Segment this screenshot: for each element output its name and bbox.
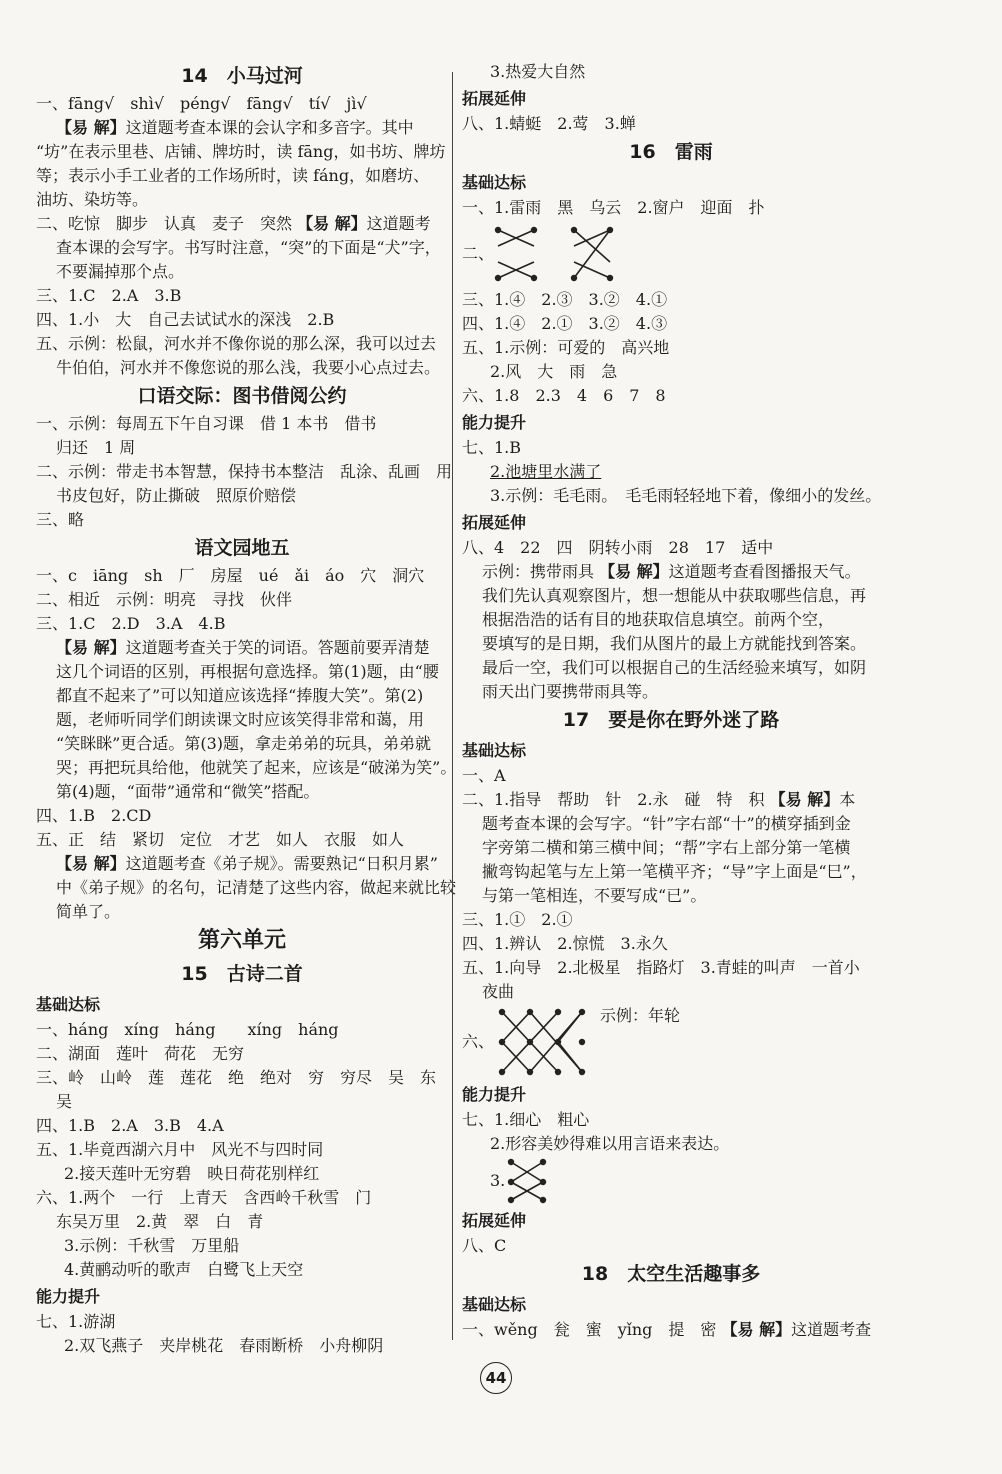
answer-line: 四、1.④ 2.① 3.② 4.③ bbox=[462, 314, 668, 333]
answer-line: 哭；再把玩具给他，他就笑了起来，应该是“破涕为笑”。 bbox=[56, 758, 457, 777]
answer-line: 三、1.C 2.A 3.B bbox=[36, 286, 182, 305]
matching-answer bbox=[462, 220, 880, 288]
answer-line: 八、1.蜻蜓 2.莺 3.蝉 bbox=[462, 114, 636, 133]
answer-line bbox=[462, 460, 880, 484]
explanation-line bbox=[462, 1318, 880, 1342]
answer-line: 一、fāng√ shì√ péng√ fāng√ tí√ jì√ bbox=[36, 94, 367, 113]
lesson-title: 语文园地五 bbox=[194, 537, 290, 559]
answer-line: 不要漏掉那个点。 bbox=[56, 262, 185, 281]
lesson-title: 口语交际：图书借阅公约 bbox=[137, 385, 347, 407]
answer-line: “笑眯眯”更合适。第(3)题，拿走弟弟的玩具，弟弟就 bbox=[56, 734, 432, 753]
answer-line: 五、示例：松鼠，河水并不像你说的那么深，我可以过去 bbox=[36, 334, 437, 353]
match-dot-3 bbox=[540, 1179, 546, 1185]
page-number: 44 bbox=[480, 1362, 512, 1394]
answer-line: 这几个词语的区别，再根据句意选择。第(1)题，由“腰 bbox=[56, 662, 439, 681]
answer-line: 4.黄鹂动听的歌声 白鹭飞上天空 bbox=[64, 1260, 304, 1279]
explain-text: 这道题考查本课的会认字和多音字。其中 bbox=[125, 118, 414, 137]
match-dot-6 bbox=[571, 275, 577, 281]
match-dot-6 bbox=[555, 1039, 561, 1045]
question-label: 二、 bbox=[462, 244, 495, 263]
answer-line: 三、略 bbox=[36, 510, 85, 529]
answer-line: 查本课的会写字。书写时注意，“突”的下面是“犬”字， bbox=[56, 238, 441, 257]
match-dot-11 bbox=[579, 1069, 585, 1075]
section-heading: 拓展延伸 bbox=[462, 1211, 527, 1230]
answer-line: 三、1.① 2.① bbox=[462, 910, 573, 929]
section-heading: 基础达标 bbox=[36, 995, 101, 1014]
match-dot-10 bbox=[555, 1069, 561, 1075]
answer-line: 3.示例：毛毛雨。 毛毛雨轻轻地下着，像细小的发丝。 bbox=[490, 486, 882, 505]
match-dot-9 bbox=[527, 1069, 533, 1075]
answer-line: 中《弟子规》的名句，记清楚了这些内容，做起来就比较 bbox=[56, 878, 457, 897]
answer-line: 三、1.④ 2.③ 3.② 4.① bbox=[462, 290, 668, 309]
matching-answer bbox=[462, 1156, 880, 1206]
answer-line: 吴 bbox=[56, 1092, 73, 1111]
explain-text: 这道题考查看图播报天气。 bbox=[668, 562, 861, 581]
match-dot-0 bbox=[508, 1159, 514, 1165]
match-dot-2 bbox=[555, 1009, 561, 1015]
answer-line: 2.双飞燕子 夹岸桃花 春雨断桥 小舟柳阴 bbox=[64, 1336, 384, 1355]
lesson-title: 18 太空生活趣事多 bbox=[581, 1263, 761, 1285]
answer-line: 3.热爱大自然 bbox=[490, 62, 586, 81]
explain-text: 这道题考查 bbox=[791, 1320, 872, 1339]
answer-line: 与第一笔相连，不要写成“已”。 bbox=[482, 886, 707, 905]
lesson-title: 15 古诗二首 bbox=[181, 963, 303, 985]
answer-line: 四、1.B 2.CD bbox=[36, 806, 152, 825]
explain-tag: 【易 解】 bbox=[297, 214, 367, 233]
answer-line: 一、A bbox=[462, 766, 506, 785]
answer-line: 最后一空，我们可以根据自己的生活经验来填写，如阴 bbox=[482, 658, 867, 677]
answer-line: 要填写的是日期，我们从图片的最上方就能找到答案。 bbox=[482, 634, 867, 653]
answer-line: 都直不起来了”可以知道应该选择“捧腹大笑”。第(2) bbox=[56, 686, 424, 705]
answer-line: 题考查本课的会写字。“针”字右部“十”的横穿插到金 bbox=[482, 814, 851, 833]
answer-text: 二、1.指导 帮助 针 2.永 碰 特 积 bbox=[462, 790, 770, 809]
explanation-line bbox=[36, 212, 448, 236]
answer-line: 四、1.B 2.A 3.B 4.A bbox=[36, 1116, 224, 1135]
match-dot-5 bbox=[607, 227, 613, 233]
answer-line: 五、1.示例：可爱的 高兴地 bbox=[462, 338, 670, 357]
lesson-title: 16 雷雨 bbox=[629, 141, 713, 163]
explanation-line bbox=[36, 636, 448, 660]
answer-line: 六、1.两个 一行 上青天 含西岭千秋雪 门 bbox=[36, 1188, 372, 1207]
match-dot-5 bbox=[540, 1197, 546, 1203]
answer-line: 七、1.B bbox=[462, 438, 522, 457]
explanation-line bbox=[36, 852, 448, 876]
answer-line: 二、相近 示例：明亮 寻找 伙伴 bbox=[36, 590, 293, 609]
answer-line: 牛伯伯，河水并不像您说的那么浅，我要小心点过去。 bbox=[56, 358, 441, 377]
match-dot-0 bbox=[495, 227, 501, 233]
answer-line: 根据浩浩的话有目的地获取信息填空。前两个空， bbox=[482, 610, 835, 629]
matching-lines-diagram bbox=[494, 1006, 590, 1078]
answer-line: 六、1.8 2.3 4 6 7 8 bbox=[462, 386, 666, 405]
answer-line: 撇弯钩起笔与左上第一笔横平齐；“导”字上面是“巳”， bbox=[482, 862, 867, 881]
answer-line: 五、1.毕竟西湖六月中 风光不与四时同 bbox=[36, 1140, 324, 1159]
matching-lines-diagram bbox=[505, 1158, 549, 1204]
match-dot-1 bbox=[527, 1009, 533, 1015]
explain-tag: 【易 解】 bbox=[56, 118, 126, 137]
answer-line: “坊”在表示里巷、店铺、牌坊时，读 fāng，如书坊、牌坊 bbox=[36, 142, 446, 161]
match-dot-2 bbox=[508, 1179, 514, 1185]
answer-line: 我们先认真观察图片，想一想能从中获取哪些信息，再 bbox=[482, 586, 867, 605]
match-dot-5 bbox=[527, 1039, 533, 1045]
section-heading: 基础达标 bbox=[462, 1295, 527, 1314]
match-dot-1 bbox=[540, 1159, 546, 1165]
answer-line: 归还 1 周 bbox=[56, 438, 136, 457]
section-heading: 能力提升 bbox=[462, 413, 527, 432]
answer-line: 七、1.游湖 bbox=[36, 1312, 116, 1331]
section-heading: 能力提升 bbox=[462, 1085, 527, 1104]
right-column bbox=[462, 60, 880, 1342]
section-heading: 基础达标 bbox=[462, 741, 527, 760]
explain-tag: 【易 解】 bbox=[769, 790, 840, 809]
answer-line: 2.风 大 雨 急 bbox=[490, 362, 618, 381]
column-divider bbox=[452, 72, 453, 1340]
underlined-answer: 2.池塘里水满了 bbox=[490, 462, 602, 481]
answer-text: 二、吃惊 脚步 认真 麦子 突然 bbox=[36, 214, 298, 233]
match-line-4 bbox=[574, 230, 610, 262]
explain-tag: 【易 解】 bbox=[56, 638, 126, 657]
matching-answer bbox=[462, 1004, 880, 1080]
answer-line: 一、示例：每周五下午自习课 借 1 本书 借书 bbox=[36, 414, 377, 433]
answer-line: 2.形容美妙得难以用言语来表达。 bbox=[490, 1134, 730, 1153]
answer-line: 一、c iāng sh 厂 房屋 ué ǎi áo 穴 洞穴 bbox=[36, 566, 425, 585]
section-heading: 拓展延伸 bbox=[462, 513, 527, 532]
answer-line: 一、1.雷雨 黑 乌云 2.窗户 迎面 扑 bbox=[462, 198, 765, 217]
answer-line: 一、háng xíng háng xíng háng bbox=[36, 1020, 339, 1039]
explain-text: 这道题考查《弟子规》。需要熟记“日积月累” bbox=[125, 854, 438, 873]
match-dot-3 bbox=[579, 1009, 585, 1015]
answer-line: 简单了。 bbox=[56, 902, 121, 921]
match-dot-2 bbox=[495, 275, 501, 281]
answer-line: 夜曲 bbox=[482, 982, 515, 1001]
section-heading: 基础达标 bbox=[462, 173, 527, 192]
answer-line: 题，老师听同学们朗读课文时应该笑得非常和蔼，用 bbox=[56, 710, 425, 729]
answer-line: 东吴万里 2.黄 翠 白 青 bbox=[56, 1212, 264, 1231]
unit-heading: 第六单元 bbox=[197, 928, 286, 953]
match-dot-3 bbox=[531, 275, 537, 281]
answer-line: 四、1.辨认 2.惊慌 3.永久 bbox=[462, 934, 668, 953]
explain-text: 这道题考查关于笑的词语。答题前要弄清楚 bbox=[125, 638, 430, 657]
answer-line: 油坊、染坊等。 bbox=[36, 190, 149, 209]
question-label: 六、 bbox=[462, 1032, 495, 1051]
explain-text: 本 bbox=[839, 790, 856, 809]
match-dot-7 bbox=[579, 1039, 585, 1045]
section-heading: 拓展延伸 bbox=[462, 89, 527, 108]
matching-lines-diagram bbox=[494, 222, 644, 286]
answer-line: 五、1.向导 2.北极星 指路灯 3.青蛙的叫声 一首小 bbox=[462, 958, 860, 977]
answer-line: 二、示例：带走书本智慧，保持书本整洁 乱涂、乱画 用 bbox=[36, 462, 453, 481]
answer-text: 一、wěng 瓮 蜜 yǐng 提 密 bbox=[462, 1320, 722, 1339]
explain-text: 这道题考 bbox=[366, 214, 431, 233]
match-dot-1 bbox=[531, 227, 537, 233]
answer-line: 3.示例：千秋雪 万里船 bbox=[64, 1236, 240, 1255]
answer-line: 七、1.细心 粗心 bbox=[462, 1110, 590, 1129]
explain-tag: 【易 解】 bbox=[721, 1320, 792, 1339]
answer-line: 八、C bbox=[462, 1236, 507, 1255]
match-dot-8 bbox=[499, 1069, 505, 1075]
answer-line: 八、4 22 四 阴转小雨 28 17 适中 bbox=[462, 538, 774, 557]
answer-line: 字旁第二横和第三横中间；“帮”字右上部分第一笔横 bbox=[482, 838, 851, 857]
match-line-5 bbox=[558, 1012, 582, 1042]
explain-tag: 【易 解】 bbox=[56, 854, 126, 873]
match-dot-4 bbox=[571, 227, 577, 233]
answer-text: 示例：携带雨具 bbox=[482, 562, 600, 581]
match-line-7 bbox=[558, 1042, 582, 1072]
match-dot-4 bbox=[508, 1197, 514, 1203]
left-column bbox=[36, 60, 457, 1358]
lesson-title: 17 要是你在野外迷了路 bbox=[562, 709, 780, 731]
explain-tag: 【易 解】 bbox=[599, 562, 669, 581]
answer-line: 雨天出门要携带雨具等。 bbox=[482, 682, 659, 701]
answer-line: 二、湖面 莲叶 荷花 无穷 bbox=[36, 1044, 245, 1063]
explanation-line bbox=[462, 788, 880, 812]
question-label: 3. bbox=[490, 1171, 506, 1190]
answer-line: 第(4)题，“面带”通常和“微笑”搭配。 bbox=[56, 782, 320, 801]
lesson-title: 14 小马过河 bbox=[181, 65, 303, 87]
answer-line: 2.接天莲叶无穷碧 映日荷花别样红 bbox=[64, 1164, 320, 1183]
answer-line: 五、正 结 紧切 定位 才艺 如人 衣服 如人 bbox=[36, 830, 405, 849]
match-dot-7 bbox=[607, 275, 613, 281]
answer-line: 四、1.小 大 自己去试试水的深浅 2.B bbox=[36, 310, 335, 329]
answer-line: 三、岭 山岭 莲 莲花 绝 绝对 穷 穷尽 吴 东 bbox=[36, 1068, 437, 1087]
answer-line: 等；表示小手工业者的工作场所时，读 fáng，如磨坊、 bbox=[36, 166, 430, 185]
explanation-line bbox=[36, 116, 448, 140]
match-dot-4 bbox=[499, 1039, 505, 1045]
section-heading: 能力提升 bbox=[36, 1287, 101, 1306]
answer-line: 三、1.C 2.D 3.A 4.B bbox=[36, 614, 226, 633]
answer-line: 书皮包好，防止撕破 照原价赔偿 bbox=[56, 486, 297, 505]
match-dot-0 bbox=[499, 1009, 505, 1015]
explanation-line bbox=[462, 560, 880, 584]
example-text: 示例：年轮 bbox=[600, 1006, 681, 1025]
